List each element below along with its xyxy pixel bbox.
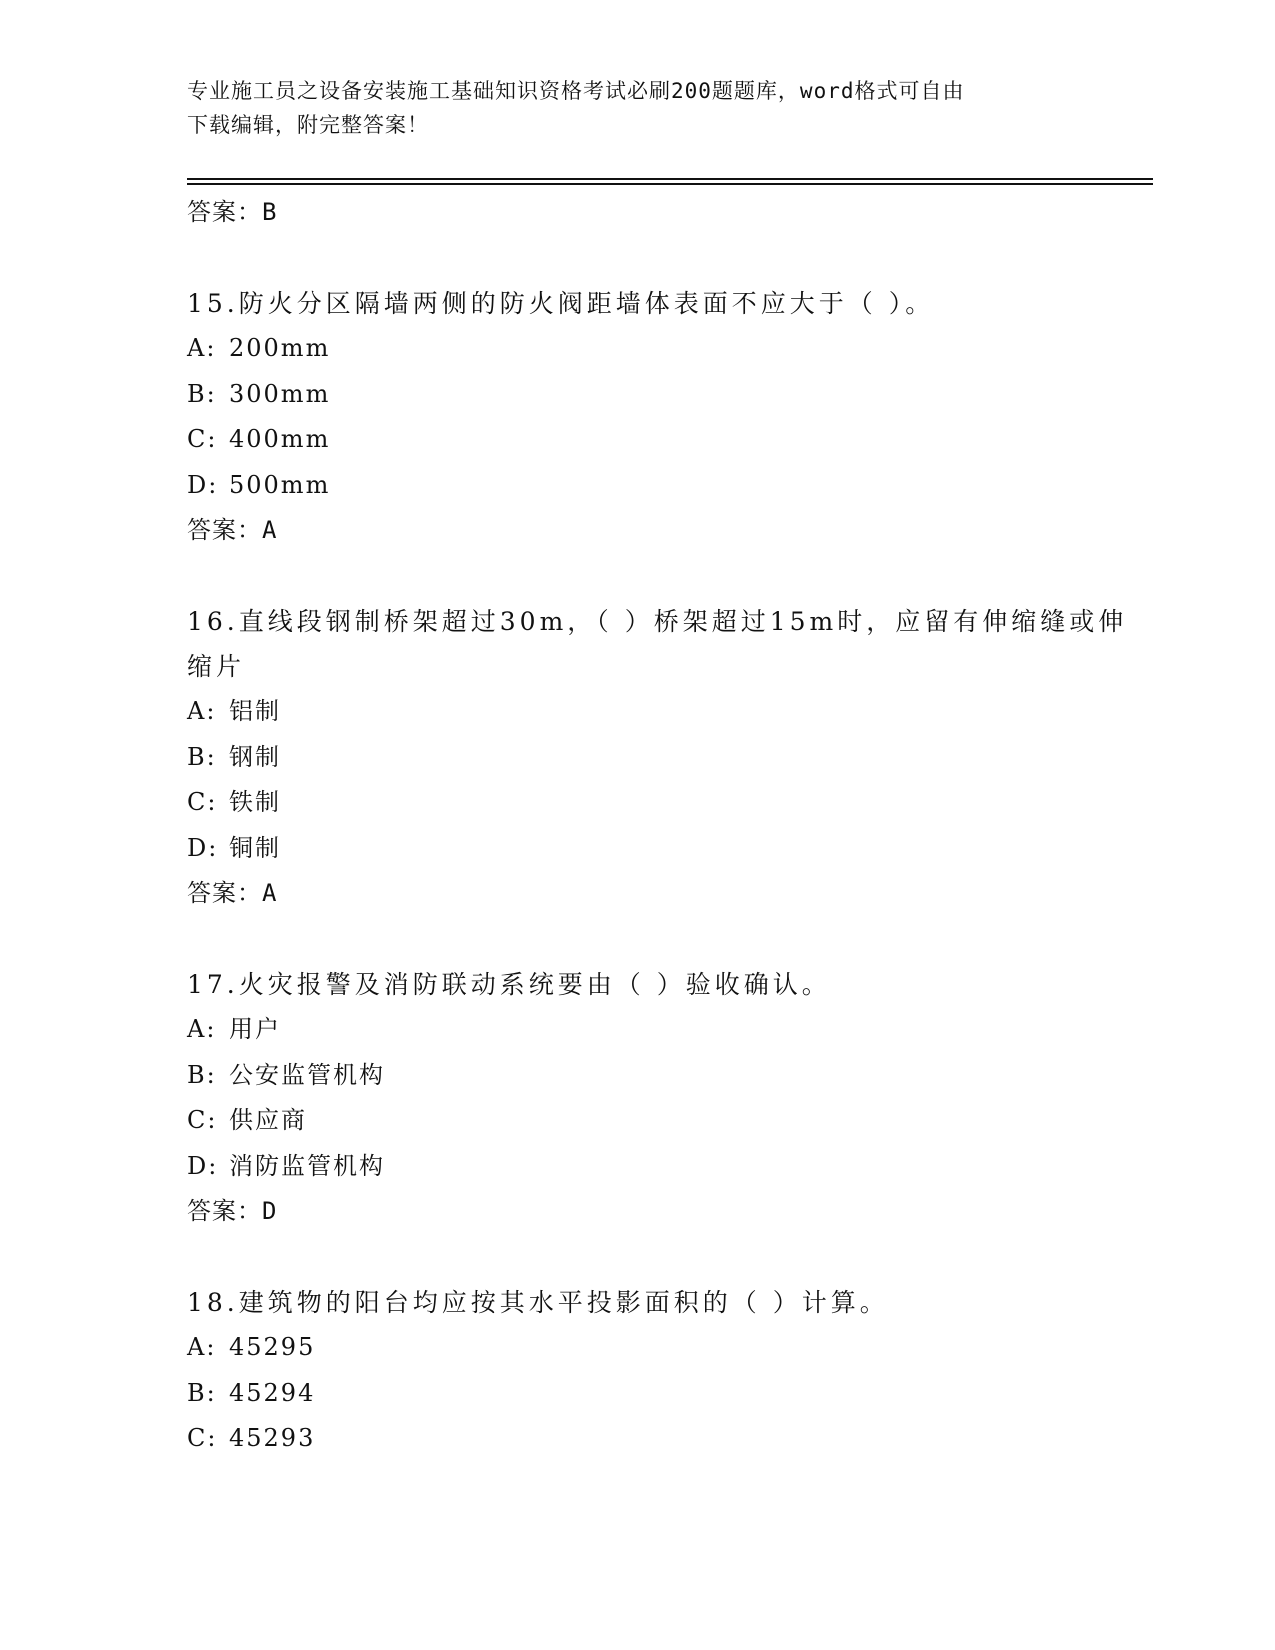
option-letter: C: — [187, 425, 218, 453]
option-letter: A: — [187, 697, 217, 725]
option-letter: B: — [187, 1378, 217, 1407]
option-letter: B: — [187, 379, 217, 408]
header-line-2: 下载编辑，附完整答案！ — [187, 113, 429, 137]
option-b — [187, 1371, 1153, 1417]
header-divider-top — [187, 178, 1153, 180]
option-text: 45294 — [229, 1378, 316, 1407]
question-block — [187, 1280, 1153, 1462]
question-list — [187, 190, 1153, 1462]
option-letter: B: — [187, 1060, 217, 1089]
option-text: 铁制 — [229, 788, 281, 816]
question-text: 18.建筑物的阳台均应按其水平投影面积的（ ）计算。 — [187, 1288, 889, 1317]
option-text: 45295 — [229, 1333, 316, 1361]
answer-line: 答案：A — [187, 516, 278, 544]
option-d — [187, 1144, 1153, 1190]
option-text: 用户 — [229, 1015, 281, 1043]
option-letter: D: — [187, 1151, 219, 1180]
option-letter: A: — [187, 1333, 217, 1361]
header-line-1: 专业施工员之设备安装施工基础知识资格考试必刷200题题库，word格式可自由 — [187, 79, 965, 103]
option-text: 500mm — [229, 470, 331, 499]
option-c — [187, 1098, 1153, 1144]
option-text: 消防监管机构 — [229, 1151, 385, 1180]
answer-line: 答案：A — [187, 879, 278, 907]
option-letter: D: — [187, 470, 219, 499]
option-letter: D: — [187, 833, 219, 862]
option-d — [187, 826, 1153, 872]
option-text: 公安监管机构 — [229, 1060, 385, 1089]
option-d — [187, 463, 1153, 509]
option-c — [187, 780, 1153, 826]
option-b — [187, 1053, 1153, 1099]
question-text: 15.防火分区隔墙两侧的防火阀距墙体表面不应大于（ ）。 — [187, 289, 935, 318]
question-block — [187, 281, 1153, 553]
option-a — [187, 1325, 1153, 1371]
answer-line: 答案：D — [187, 1197, 278, 1225]
header-divider-bottom — [187, 183, 1153, 185]
question-text: 17.火灾报警及消防联动系统要由（ ）验收确认。 — [187, 970, 831, 999]
option-a — [187, 689, 1153, 735]
option-text: 供应商 — [229, 1106, 307, 1134]
option-text: 400mm — [229, 425, 331, 453]
option-text: 钢制 — [229, 742, 281, 771]
option-c — [187, 1416, 1153, 1462]
question-text: 16.直线段钢制桥架超过30m，（ ）桥架超过15m时，应留有伸缩缝或伸缩片 — [187, 607, 1128, 681]
question-block — [187, 962, 1153, 1234]
option-text: 铜制 — [229, 833, 281, 862]
option-letter: C: — [187, 788, 218, 816]
question-block — [187, 599, 1153, 916]
option-text: 铝制 — [229, 697, 281, 725]
option-b — [187, 735, 1153, 781]
document-header — [187, 74, 1087, 142]
option-letter: C: — [187, 1106, 218, 1134]
option-letter: A: — [187, 334, 217, 362]
option-text: 200mm — [229, 334, 331, 362]
option-letter: C: — [187, 1424, 218, 1452]
answer-line: 答案：B — [187, 198, 278, 226]
option-text: 300mm — [229, 379, 331, 408]
option-letter: B: — [187, 742, 217, 771]
option-a — [187, 1007, 1153, 1053]
option-text: 45293 — [229, 1424, 316, 1452]
option-b — [187, 372, 1153, 418]
option-a — [187, 326, 1153, 372]
option-letter: A: — [187, 1015, 217, 1043]
option-c — [187, 417, 1153, 463]
